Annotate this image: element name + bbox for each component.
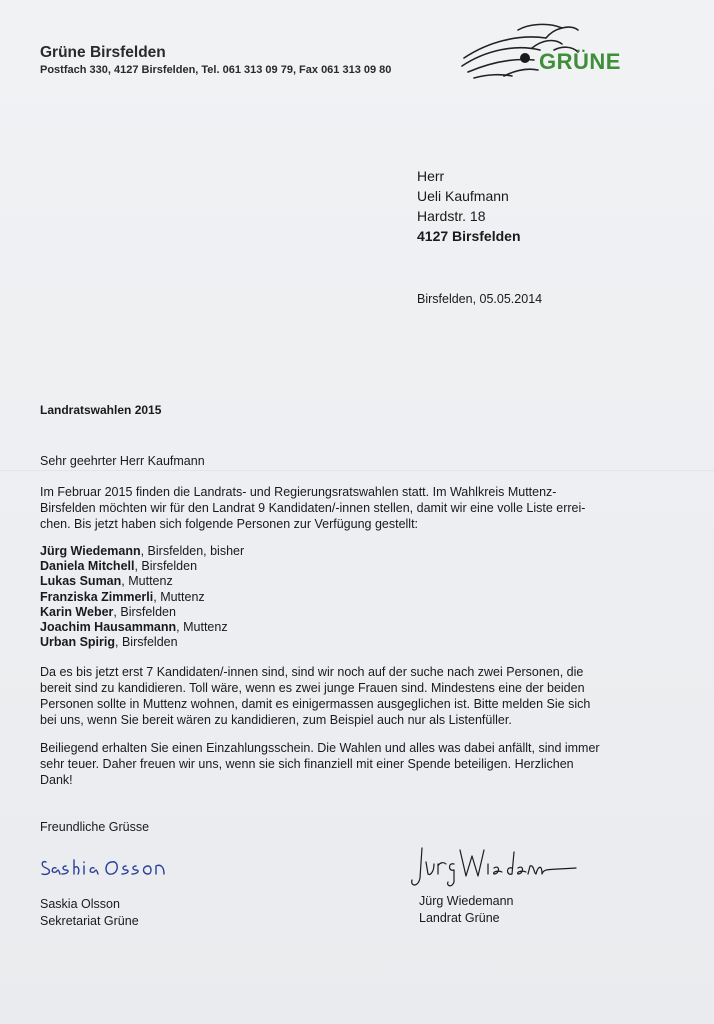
candidate-name: Karin Weber [40,604,114,619]
paragraph-line: Beiliegend erhalten Sie einen Einzahlungsschein. Die Wahlen und alles was dabei anfällt, sind immer [40,741,600,755]
candidate-name: Urban Spirig [40,635,116,650]
signatory-name: Saskia Olsson [40,897,120,911]
sender-address: Postfach 330, 4127 Birsfelden, Tel. 061 313 09 79, Fax 061 313 09 80 [40,64,392,76]
paragraph-line: chen. Bis jetzt haben sich folgende Personen zur Verfügung gestellt: [40,517,419,531]
signatory-right [419,893,514,927]
candidate-detail: , Muttenz [153,589,205,604]
candidate-detail: , Birsfelden, bisher [140,544,245,558]
recipient-address [417,166,521,246]
signature-saskia-olsson [38,852,178,882]
candidate-item [40,559,244,574]
paragraph-line: Im Februar 2015 finden die Landrats- und Regierungsratswahlen statt. Im Wahlkreis Muttenz- [40,485,557,499]
candidate-item [40,635,244,650]
candidate-detail: , Birsfelden [113,604,176,619]
candidate-list [40,544,244,650]
candidate-item [40,590,244,605]
paper-fold [0,470,714,471]
paragraph-line: Birsfelden möchten wir für den Landrat 9 Kandidaten/-innen stellen, damit wir eine volle Liste errei- [40,501,586,515]
paragraph-line: bei uns, wenn Sie bereit wären zu kandidieren, zum Beispiel auch nur als Listenfüller. [40,713,512,727]
recipient-salutation-line: Herr [417,168,445,184]
candidate-item [40,620,244,635]
recipient-street: Hardstr. 18 [417,208,486,224]
candidate-detail: , Muttenz [176,620,228,635]
candidate-name: Daniela Mitchell [40,559,135,574]
paragraph-donation [40,740,670,788]
signatory-title: Sekretariat Grüne [40,914,139,928]
candidate-item [40,544,244,559]
letter-date: Birsfelden, 05.05.2014 [417,292,543,306]
candidate-name: Franziska Zimmerli [40,589,154,604]
candidate-detail: , Birsfelden [115,635,178,650]
paragraph-intro [40,484,670,532]
paragraph-line: sehr teuer. Daher freuen wir uns, wenn sie sich finanziell mit einer Spende beteiligen. Herzlichen [40,757,574,771]
recipient-name: Ueli Kaufmann [417,188,509,204]
candidate-name: Lukas Suman [40,574,122,589]
candidate-item [40,605,244,620]
paragraph-line: bereit sind zu kandidieren. Toll wäre, wenn es zwei junge Frauen sind. Mindestens eine der beiden [40,681,585,695]
paragraph-line: Personen sollte in Muttenz wohnen, damit es einigermassen ausgeglichen ist. Bitte melden Sie sich [40,697,591,711]
signatory-title: Landrat Grüne [419,911,500,925]
closing-phrase: Freundliche Grüsse [40,820,150,834]
signatory-left [40,896,139,930]
candidate-detail: , Birsfelden [134,559,198,574]
recipient-city: 4127 Birsfelden [417,228,521,244]
candidate-detail: , Muttenz [121,574,173,589]
candidate-name: Joachim Hausammann [40,620,177,635]
signatory-name: Jürg Wiedemann [419,894,514,908]
letter-salutation: Sehr geehrter Herr Kaufmann [40,454,205,468]
paragraph-search [40,664,670,728]
sender-name: Grüne Birsfelden [40,44,166,61]
party-logo-text: GRÜNE [539,49,621,74]
letter-subject: Landratswahlen 2015 [40,403,162,417]
signature-juerg-wiedemann [408,842,578,892]
paragraph-line: Dank! [40,773,73,787]
paragraph-line: Da es bis jetzt erst 7 Kandidaten/-innen sind, sind wir noch auf der suche nach zwei Personen, die [40,665,584,679]
candidate-name: Jürg Wiedemann [40,544,141,558]
candidate-item [40,574,244,589]
